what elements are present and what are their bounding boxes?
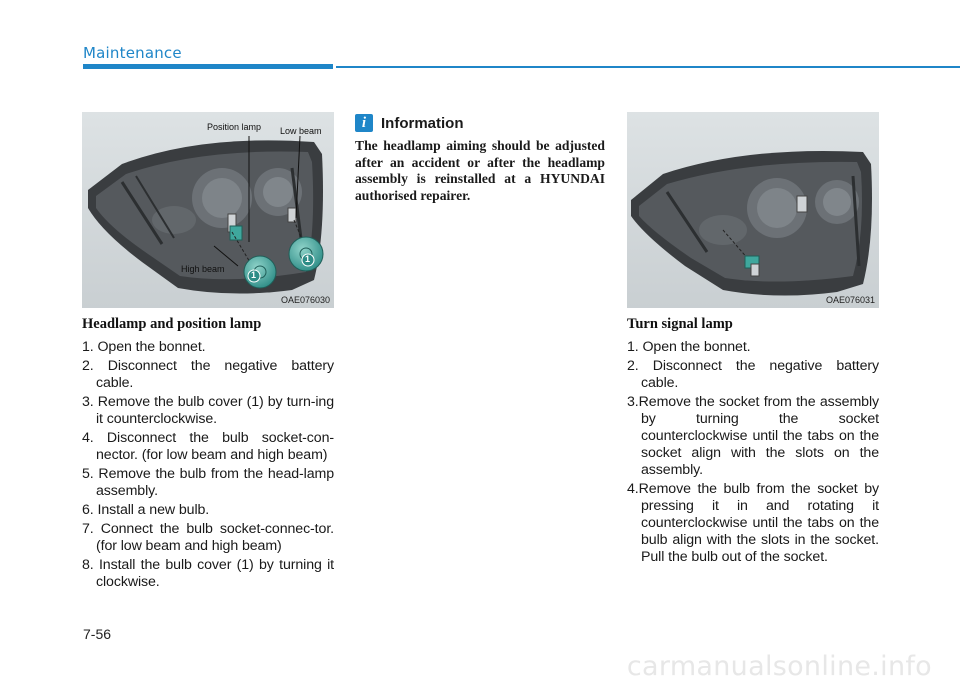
page-number: 7-56	[83, 626, 112, 642]
callout-low-beam: Low beam	[280, 126, 322, 136]
figure-code-right: OAE076031	[825, 295, 875, 305]
step-item: 6. Install a new bulb.	[82, 502, 210, 518]
headlamp-figure	[82, 112, 334, 308]
step-item: 1. Open the bonnet.	[627, 339, 751, 355]
headlamp-instructions	[82, 316, 334, 593]
callout-high-beam: High beam	[181, 264, 225, 274]
turn-signal-heading: Turn signal lamp	[627, 316, 733, 332]
step-item: 4.Remove the bulb from the socket by pressing it in and rotating it counterclockwise until the tabs on the bulb align with the slots in the socket. Pull the bulb out of the socket.	[627, 481, 879, 565]
figure-code-left: OAE076030	[280, 295, 330, 305]
information-title: Information	[381, 114, 464, 132]
step-item: 3. Remove the bulb cover (1) by turn-ing it counterclockwise.	[82, 394, 334, 427]
turn-signal-illustration	[627, 112, 879, 308]
header-rule-thick	[83, 64, 333, 69]
marker-1-left: 1	[251, 270, 257, 280]
step-item: 2. Disconnect the negative battery cable.	[627, 358, 879, 391]
turn-signal-steps	[627, 339, 879, 566]
headlamp-steps	[82, 339, 334, 591]
step-item: 4. Disconnect the bulb socket-con-nector. (for low beam and high beam)	[82, 430, 334, 463]
step-item: 3.Remove the socket from the assembly by turning the socket counterclockwise until the tabs on the socket align with the slots on the assembly.	[627, 394, 879, 478]
section-title: Maintenance	[83, 44, 182, 62]
headlamp-illustration	[82, 112, 334, 308]
headlamp-heading: Headlamp and position lamp	[82, 316, 262, 332]
step-item: 2. Disconnect the negative battery cable.	[82, 358, 334, 391]
information-box	[355, 114, 605, 204]
callout-position-lamp: Position lamp	[207, 122, 262, 132]
step-item: 1. Open the bonnet.	[82, 339, 206, 355]
header-rule-thin	[336, 66, 960, 68]
marker-1-right: 1	[305, 254, 311, 264]
step-item: 8. Install the bulb cover (1) by turning it clockwise.	[82, 557, 334, 590]
information-header	[355, 114, 605, 132]
step-item: 5. Remove the bulb from the head-lamp assembly.	[82, 466, 334, 499]
turn-signal-instructions	[627, 316, 879, 568]
step-item: 7. Connect the bulb socket-connec-tor. (for low beam and high beam)	[82, 521, 334, 554]
turn-signal-figure	[627, 112, 879, 308]
information-text: The headlamp aiming should be adjusted after an accident or after the headlamp assembly is reinstalled at a HYUNDAI authorised repairer.	[355, 138, 605, 203]
watermark: carmanualsonline.info	[626, 651, 932, 682]
info-icon: i	[355, 114, 373, 132]
